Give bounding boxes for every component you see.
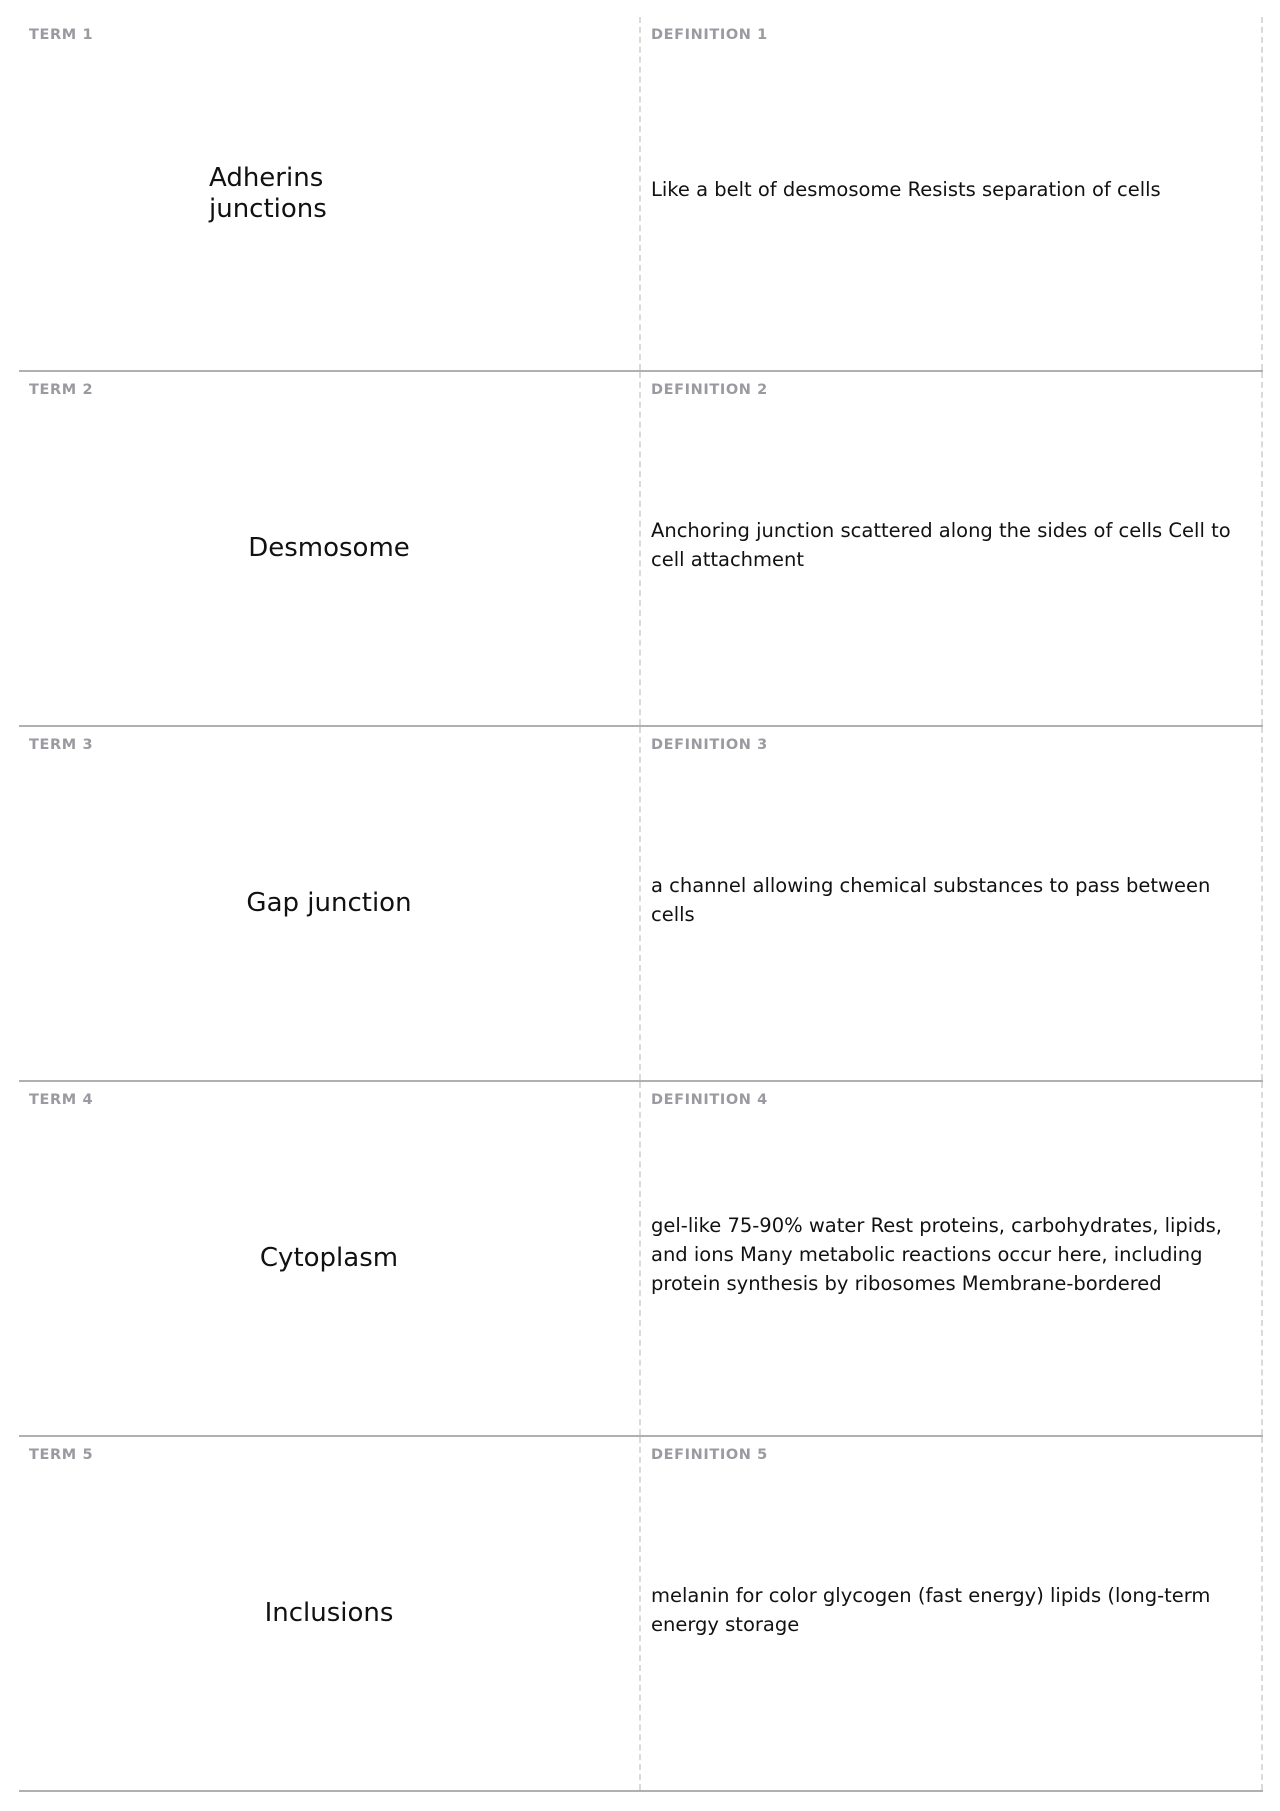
flashcard-sheet [19, 17, 1263, 1792]
definition-label: DEFINITION 1 [651, 27, 768, 43]
definition-value: Like a belt of desmosome Resists separation of cells [651, 178, 1161, 201]
definition-cell [641, 372, 1263, 725]
term-value: Adherins junctions [209, 162, 327, 224]
term-label: TERM 2 [29, 382, 94, 398]
term-cell [19, 1437, 641, 1790]
term-value: Gap junction [246, 888, 412, 918]
term-text [19, 727, 639, 1080]
card-row-4 [19, 1082, 1263, 1437]
term-text [19, 372, 639, 725]
term-cell [19, 372, 641, 725]
definition-cell [641, 1082, 1263, 1435]
definition-label: DEFINITION 5 [651, 1447, 768, 1463]
term-value: Inclusions [264, 1598, 394, 1628]
term-cell [19, 1082, 641, 1435]
definition-label: DEFINITION 3 [651, 737, 768, 753]
definition-cell [641, 1437, 1263, 1790]
term-label: TERM 4 [29, 1092, 94, 1108]
term-cell [19, 727, 641, 1080]
term-text [19, 1437, 639, 1790]
definition-value: gel-like 75-90% water Rest proteins, carbohydrates, lipids, and ions Many metabolic reactions occur here, including protein synthesis by ribosomes Membrane-bordered [651, 1214, 1222, 1295]
definition-value: melanin for color glycogen (fast energy) lipids (long-term energy storage [651, 1583, 1211, 1636]
definition-value: a channel allowing chemical substances to pass between cells [651, 873, 1211, 926]
term-cell [19, 17, 641, 370]
card-row-1 [19, 17, 1263, 372]
term-label: TERM 3 [29, 737, 94, 753]
definition-text [651, 17, 1231, 370]
definition-text [651, 372, 1231, 725]
term-value: Desmosome [248, 533, 410, 563]
card-row-5 [19, 1437, 1263, 1792]
definition-label: DEFINITION 4 [651, 1092, 768, 1108]
definition-value: Anchoring junction scattered along the sides of cells Cell to cell attachment [651, 518, 1231, 571]
definition-cell [641, 17, 1263, 370]
definition-label: DEFINITION 2 [651, 382, 768, 398]
term-text [19, 1082, 639, 1435]
term-label: TERM 1 [29, 27, 94, 43]
definition-text [651, 727, 1231, 1080]
card-row-2 [19, 372, 1263, 727]
term-label: TERM 5 [29, 1447, 94, 1463]
definition-cell [641, 727, 1263, 1080]
term-value: Cytoplasm [259, 1243, 399, 1273]
term-text [19, 17, 639, 370]
definition-text [651, 1437, 1231, 1790]
definition-text [651, 1082, 1231, 1435]
card-row-3 [19, 727, 1263, 1082]
